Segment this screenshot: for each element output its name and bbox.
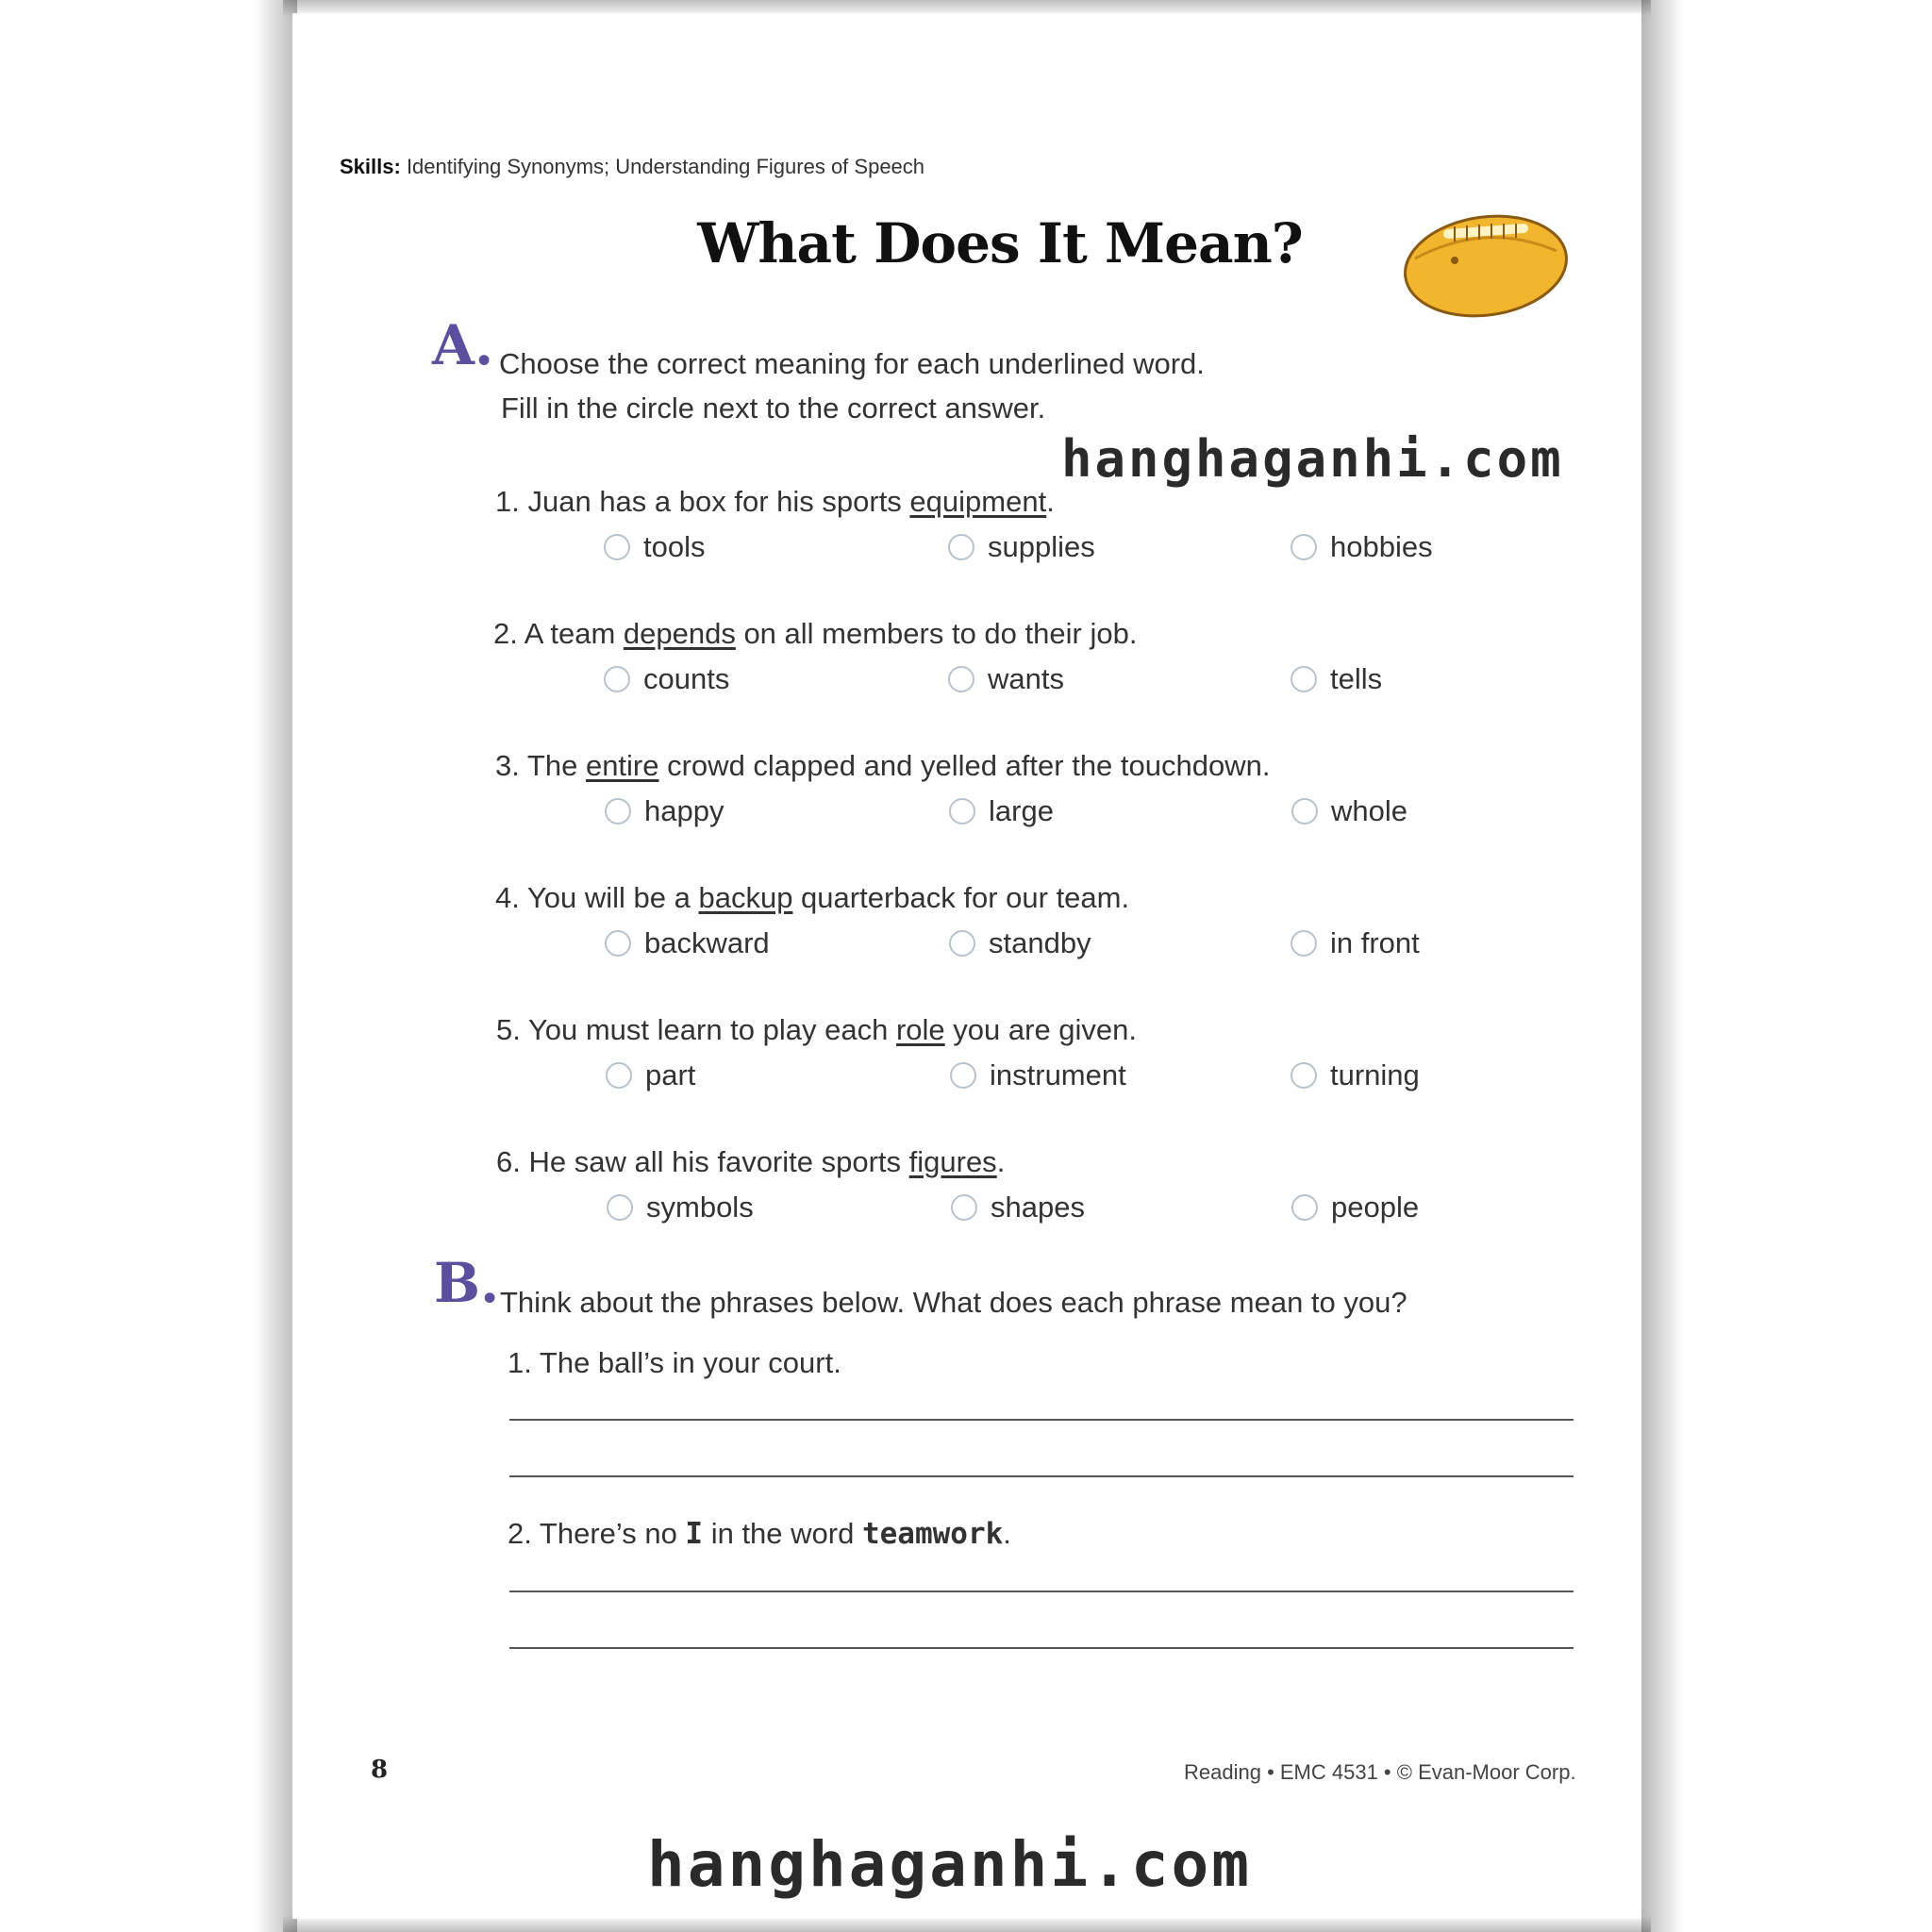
option-label: standby: [989, 926, 1091, 959]
option-1b[interactable]: [948, 530, 1095, 564]
option-label: part: [645, 1058, 696, 1091]
option-3b[interactable]: [949, 794, 1054, 828]
question-number: 3.: [495, 749, 520, 782]
option-3a[interactable]: [605, 794, 724, 828]
question-6: [496, 1145, 1005, 1179]
radio-circle-icon[interactable]: [604, 534, 630, 560]
option-label: hobbies: [1330, 530, 1433, 563]
page-title: What Does It Mean?: [697, 211, 1303, 275]
option-label: shapes: [991, 1191, 1085, 1224]
option-label: turning: [1330, 1058, 1420, 1091]
option-6a[interactable]: [607, 1191, 754, 1224]
radio-circle-icon[interactable]: [948, 666, 974, 692]
radio-circle-icon[interactable]: [1291, 534, 1317, 560]
option-label: people: [1331, 1191, 1420, 1224]
option-label: instrument: [990, 1058, 1126, 1091]
option-label: counts: [643, 662, 730, 695]
question-text: on all members to do their job.: [735, 617, 1138, 650]
radio-circle-icon[interactable]: [950, 1062, 976, 1089]
question-number: 2.: [493, 617, 518, 650]
option-5c[interactable]: [1291, 1058, 1420, 1092]
question-number: 1.: [495, 485, 520, 518]
option-label: backward: [644, 926, 770, 959]
section-b-instruction: Think about the phrases below. What does each phrase mean to you?: [500, 1286, 1407, 1319]
question-1: [495, 485, 1055, 519]
question-number: 6.: [496, 1145, 521, 1178]
question-number: 5.: [496, 1013, 521, 1046]
option-5b[interactable]: [950, 1058, 1126, 1092]
radio-circle-icon[interactable]: [1291, 798, 1318, 824]
watermark-top: hanghaganhi.com: [1061, 429, 1564, 489]
radio-circle-icon[interactable]: [949, 798, 975, 824]
question-text: Juan has a box for his sports: [527, 485, 910, 518]
radio-circle-icon[interactable]: [1291, 666, 1317, 692]
answer-line[interactable]: [509, 1419, 1574, 1421]
radio-circle-icon[interactable]: [1291, 1062, 1317, 1089]
option-3c[interactable]: [1291, 794, 1407, 828]
option-label: supplies: [988, 530, 1095, 563]
option-2b[interactable]: [948, 662, 1064, 696]
option-label: tells: [1330, 662, 1383, 695]
option-2c[interactable]: [1291, 662, 1382, 696]
option-label: large: [989, 794, 1054, 827]
question-text: A team: [524, 617, 624, 650]
question-text: The: [526, 749, 586, 782]
football-icon: [1396, 202, 1575, 325]
option-2a[interactable]: [604, 662, 729, 696]
radio-circle-icon[interactable]: [1291, 1194, 1318, 1221]
radio-circle-icon[interactable]: [605, 930, 631, 957]
question-3: [495, 749, 1270, 783]
page-number: 8: [371, 1756, 389, 1784]
option-4a[interactable]: [605, 926, 770, 960]
underlined-word: depends: [623, 617, 736, 650]
skills-text: Identifying Synonyms; Understanding Figures of Speech: [406, 155, 925, 178]
radio-circle-icon[interactable]: [605, 798, 631, 824]
phrase-text: .: [1003, 1517, 1011, 1550]
answer-line[interactable]: [509, 1647, 1574, 1649]
question-text: .: [1046, 485, 1055, 518]
question-text: You will be a: [526, 881, 699, 914]
section-a-instruction-1: Choose the correct meaning for each underlined word.: [499, 347, 1205, 380]
option-label: in front: [1330, 926, 1420, 959]
phrase-1: 1. The ball’s in your court.: [508, 1346, 841, 1379]
option-label: whole: [1331, 794, 1407, 827]
option-label: symbols: [646, 1191, 754, 1224]
radio-circle-icon[interactable]: [604, 666, 630, 692]
page-shadow-left: [255, 0, 297, 1932]
option-4b[interactable]: [949, 926, 1091, 960]
answer-line[interactable]: [509, 1475, 1574, 1477]
question-text: crowd clapped and yelled after the touchdown.: [658, 749, 1271, 782]
option-4c[interactable]: [1291, 926, 1420, 960]
phrase-bold-word: teamwork: [861, 1517, 1004, 1551]
question-text: .: [996, 1145, 1006, 1178]
question-text: He saw all his favorite sports: [528, 1145, 909, 1178]
underlined-word: entire: [585, 749, 659, 782]
radio-circle-icon[interactable]: [948, 534, 974, 560]
underlined-word: backup: [698, 881, 793, 914]
radio-circle-icon[interactable]: [1291, 930, 1317, 957]
question-text: You must learn to play each: [527, 1013, 896, 1046]
option-label: wants: [988, 662, 1064, 695]
underlined-word: equipment: [909, 485, 1047, 518]
question-2: [493, 617, 1137, 651]
answer-line[interactable]: [509, 1591, 1574, 1592]
section-a-instruction-2: Fill in the circle next to the correct answer.: [501, 391, 1046, 425]
page-shadow-right: [1641, 0, 1684, 1932]
question-5: [496, 1013, 1137, 1047]
worksheet-page: [292, 13, 1641, 1919]
question-number: 4.: [495, 881, 520, 914]
radio-circle-icon[interactable]: [607, 1194, 633, 1221]
footer-credit: Reading • EMC 4531 • © Evan-Moor Corp.: [1184, 1760, 1576, 1784]
option-1c[interactable]: [1291, 530, 1433, 564]
skills-line: [340, 155, 924, 179]
radio-circle-icon[interactable]: [949, 930, 975, 957]
underlined-word: figures: [908, 1145, 997, 1178]
underlined-word: role: [895, 1013, 945, 1046]
radio-circle-icon[interactable]: [951, 1194, 977, 1221]
watermark-bottom: hanghaganhi.com: [647, 1828, 1253, 1901]
option-6c[interactable]: [1291, 1191, 1419, 1224]
option-1a[interactable]: [604, 530, 705, 564]
phrase-bold-word: I: [685, 1517, 704, 1551]
option-label: happy: [644, 794, 724, 827]
option-5a[interactable]: [606, 1058, 695, 1092]
skills-label: Skills:: [340, 155, 401, 178]
phrase-text: 2. There’s no: [508, 1517, 686, 1550]
option-6b[interactable]: [951, 1191, 1085, 1224]
question-4: [495, 881, 1129, 915]
section-a-letter: A.: [432, 313, 494, 377]
phrase-text: in the word: [703, 1517, 862, 1550]
question-text: you are given.: [944, 1013, 1138, 1046]
phrase-2: [508, 1517, 1011, 1551]
option-label: tools: [643, 530, 706, 563]
section-b-letter: B.: [434, 1251, 500, 1315]
radio-circle-icon[interactable]: [606, 1062, 632, 1089]
question-text: quarterback for our team.: [792, 881, 1130, 914]
